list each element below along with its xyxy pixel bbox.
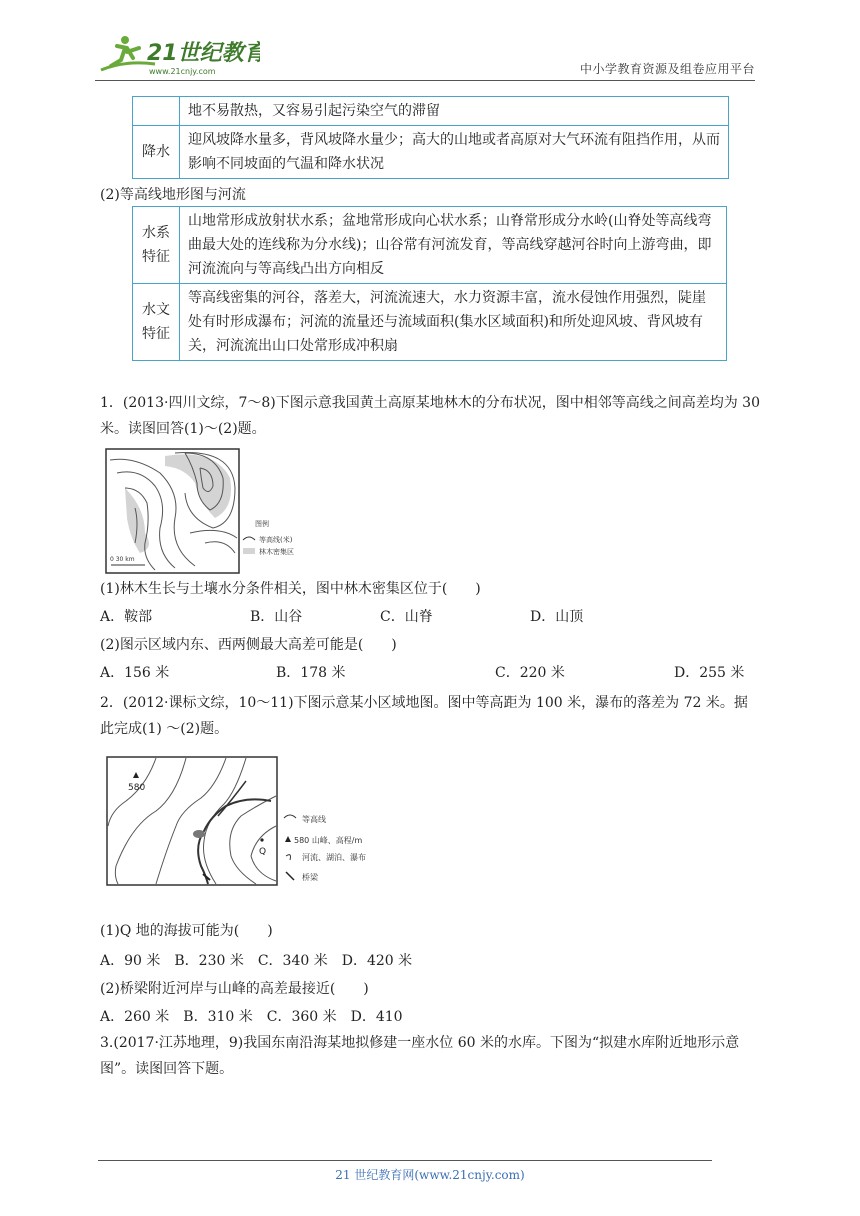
question-1-sub1: (1)林木生长与土壤水分条件相关，图中林木密集区位于( ) xyxy=(100,581,481,597)
forest-contour-map xyxy=(105,448,345,574)
option: B．山谷 xyxy=(250,609,303,625)
table-row xyxy=(133,97,729,126)
option: D．255 米 xyxy=(674,665,745,681)
legend-contour: 等高线 xyxy=(302,815,326,824)
option: C．山脊 xyxy=(380,609,433,625)
table-row-label: 水系特征 xyxy=(133,207,180,284)
options: A．90 米 B．230 米 C．340 米 D．420 米 xyxy=(100,953,413,969)
table-row-label xyxy=(133,97,180,126)
question-2-sub1: (1)Q 地的海拔可能为( ) xyxy=(100,923,273,939)
legend-forest: 林木密集区 xyxy=(259,548,294,556)
question-1-sub2: (2)图示区域内东、西两侧最大高差可能是( ) xyxy=(100,637,397,653)
table-row-text: 山地常形成放射状水系；盆地常形成向心状水系；山脊常形成分水岭(山脊处等高线弯曲最大处的连线称为分水线)；山谷常有河流发育，等高线穿越河谷时向上游弯曲，即河流流向与等高线凸出方向相反 xyxy=(180,207,727,284)
peak-label: 580 xyxy=(128,783,146,793)
table-row xyxy=(133,284,727,361)
question-1-stem: 1．(2013·四川文综，7～8)下图示意我国黄土高原某地林木的分布状况，图中相邻等高线之间高差均为 30 米。读图回答(1)～(2)题。 xyxy=(100,395,760,437)
footer-link[interactable]: 21 世纪教育网(www.21cnjy.com) xyxy=(335,1168,525,1182)
footer-divider xyxy=(98,1160,712,1161)
legend-contour: 等高线(米) xyxy=(259,536,293,544)
legend-peak: 580 山峰、高程/m xyxy=(294,836,363,845)
question-2-sub2: (2)桥梁附近河岸与山峰的高差最接近( ) xyxy=(100,981,369,997)
question-2-stem: 2．(2012·课标文综，10～11)下图示意某小区域地图。图中等高距为 100 米，瀑布的落差为 72 米。据此完成(1) ～(2)题。 xyxy=(100,695,748,737)
options: A．260 米 B．310 米 C．360 米 D．410 xyxy=(100,1009,403,1025)
q-point-label: Q xyxy=(259,847,267,857)
header-divider xyxy=(95,80,755,81)
table-row-text: 迎风坡降水量多，背风坡降水量少；高大的山地或者高原对大气环流有阻挡作用，从而影响不同坡面的气温和降水状况 xyxy=(180,126,729,179)
logo-text: 21世纪教育 xyxy=(147,41,260,66)
climate-table xyxy=(132,96,729,179)
option: C．220 米 xyxy=(495,665,565,681)
option: A．鞍部 xyxy=(100,609,153,625)
table-row-text: 等高线密集的河谷，落差大，河流流速大，水力资源丰富，流水侵蚀作用强烈，陡崖处有时形成瀑布；河流的流量还与流域面积(集水区域面积)和所处迎风坡、背风坡有关，河流流出山口处常形成冲积扇 xyxy=(180,284,727,361)
waterfall-contour-map xyxy=(106,756,406,886)
table-row xyxy=(133,126,729,179)
legend-river: 河流、湖泊、瀑布 xyxy=(302,853,366,862)
site-logo xyxy=(95,30,260,78)
header-platform-text: 中小学教育资源及组卷应用平台 xyxy=(579,62,755,76)
legend-bridge: 桥梁 xyxy=(302,873,318,882)
option: A．156 米 xyxy=(100,665,170,681)
table-row xyxy=(133,207,727,284)
map-scale: 0 30 km xyxy=(110,556,135,563)
river-table xyxy=(132,206,727,361)
legend-title: 图例 xyxy=(255,520,269,528)
option: B．178 米 xyxy=(276,665,346,681)
logo-url: www.21cnjy.com xyxy=(149,67,216,76)
table-row-label: 降水 xyxy=(133,126,180,179)
table-row-text: 地不易散热，又容易引起污染空气的滞留 xyxy=(180,97,729,126)
table-row-label: 水文特征 xyxy=(133,284,180,361)
option: D．山顶 xyxy=(530,609,584,625)
question-3-stem: 3.(2017·江苏地理，9)我国东南沿海某地拟修建一座水位 60 米的水库。下图为“拟建水库附近地形示意图”。读图回答下题。 xyxy=(100,1035,740,1077)
section-title: (2)等高线地形图与河流 xyxy=(100,187,246,203)
